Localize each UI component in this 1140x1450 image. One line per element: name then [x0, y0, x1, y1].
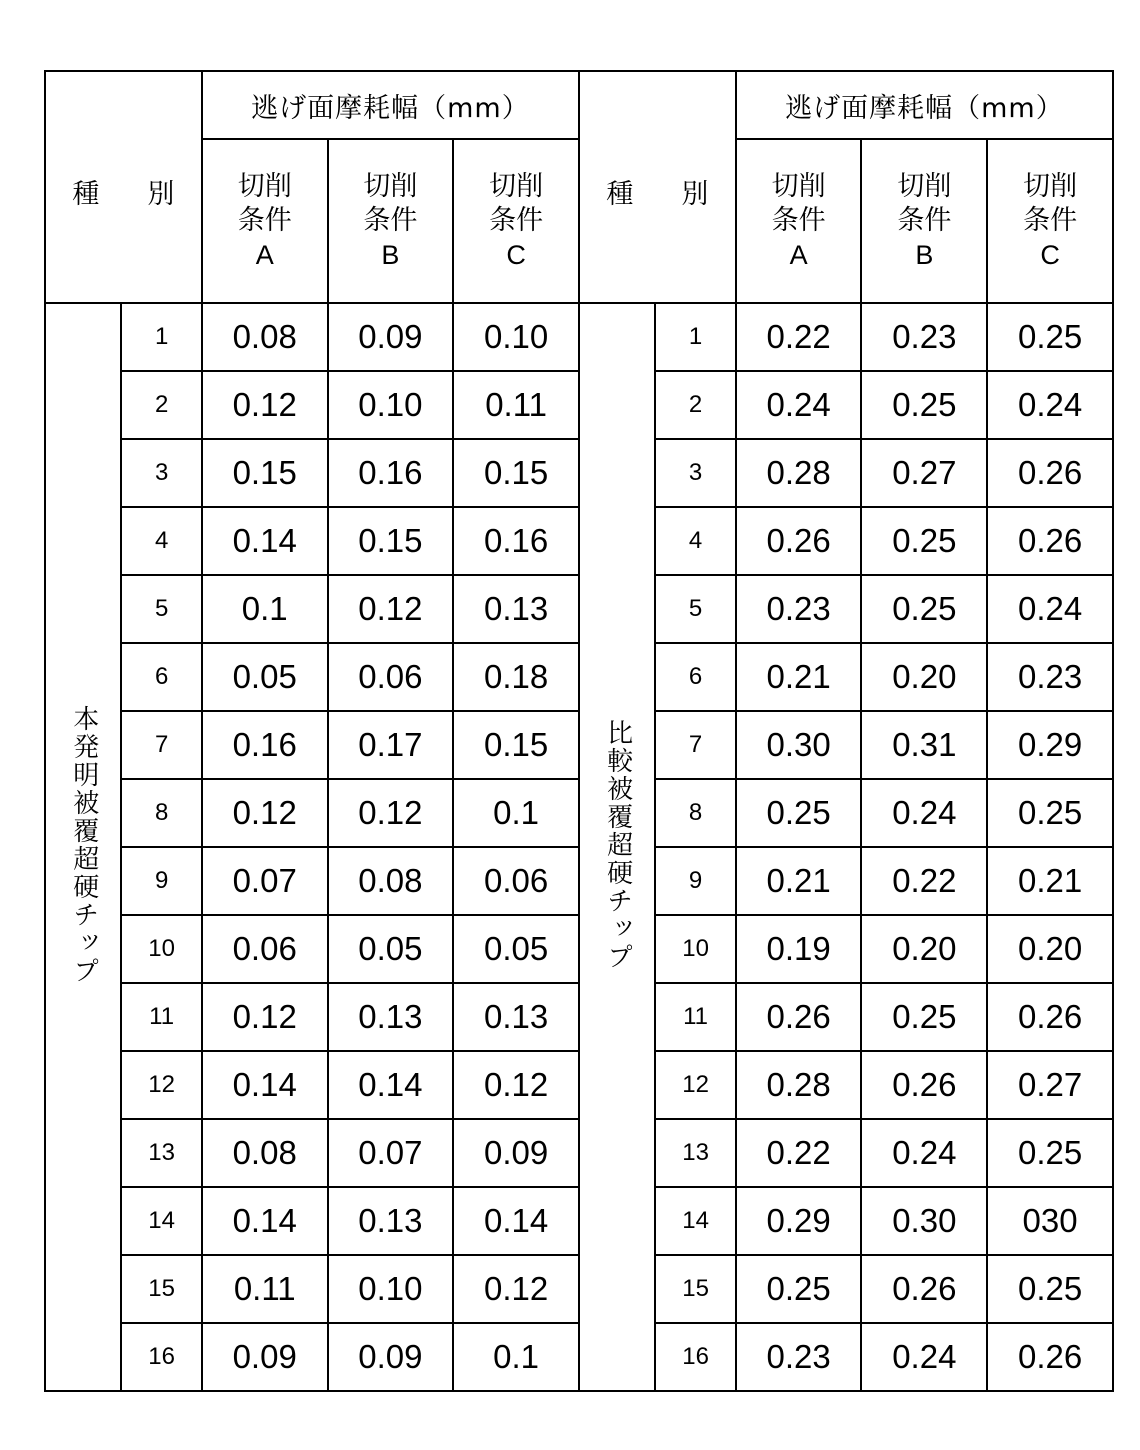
- wear-value-c: 0.23: [987, 643, 1113, 711]
- condition-label: 条件: [363, 205, 418, 236]
- wear-value-a: 0.05: [202, 643, 328, 711]
- condition-letter: A: [255, 240, 274, 270]
- kind-header-right: [579, 71, 736, 303]
- wear-value-a: 0.24: [736, 371, 862, 439]
- wear-value-a: 0.25: [736, 1255, 862, 1323]
- condition-label: 条件: [771, 205, 826, 236]
- wear-value-c: 0.25: [987, 1119, 1113, 1187]
- wear-value-b: 0.26: [861, 1255, 987, 1323]
- wear-value-b: 0.13: [328, 1187, 454, 1255]
- wear-value-c: 0.12: [453, 1255, 579, 1323]
- condition-label: 条件: [489, 205, 544, 236]
- wear-value-a: 0.1: [202, 575, 328, 643]
- condition-a-header-right: [736, 139, 862, 303]
- kind-header-left-char1: 種: [72, 179, 100, 210]
- group-label: 本発明被覆超硬チップ: [68, 705, 99, 985]
- wear-value-a: 0.28: [736, 1051, 862, 1119]
- wear-value-b: 0.15: [328, 507, 454, 575]
- wear-value-a: 0.26: [736, 983, 862, 1051]
- kind-header-right-char1: 種: [606, 179, 634, 210]
- wear-value-c: 0.11: [453, 371, 579, 439]
- wear-value-a: 0.22: [736, 303, 862, 371]
- wear-value-b: 0.31: [861, 711, 987, 779]
- kind-header-left-char2: 別: [147, 179, 175, 210]
- wear-value-c: 0.05: [453, 915, 579, 983]
- wear-value-c: 0.14: [453, 1187, 579, 1255]
- condition-c-header-right: [987, 139, 1113, 303]
- wear-value-c: 0.25: [987, 303, 1113, 371]
- wear-value-c: 0.1: [453, 1323, 579, 1391]
- row-number: 3: [121, 439, 201, 507]
- wear-value-c: 0.26: [987, 1323, 1113, 1391]
- wear-value-c: 0.26: [987, 439, 1113, 507]
- wear-value-b: 0.22: [861, 847, 987, 915]
- row-number: 5: [121, 575, 201, 643]
- row-number: 2: [121, 371, 201, 439]
- condition-label: 条件: [1023, 205, 1078, 236]
- wear-value-a: 0.12: [202, 983, 328, 1051]
- wear-value-c: 0.27: [987, 1051, 1113, 1119]
- row-number: 15: [655, 1255, 735, 1323]
- wear-value-c: 0.29: [987, 711, 1113, 779]
- row-number: 4: [121, 507, 201, 575]
- wear-value-a: 0.21: [736, 847, 862, 915]
- group-comparative-chips: [579, 303, 655, 1391]
- row-number: 16: [121, 1323, 201, 1391]
- condition-b-header-right: [861, 139, 987, 303]
- wear-value-b: 0.25: [861, 575, 987, 643]
- row-number: 15: [121, 1255, 201, 1323]
- wear-value-a: 0.26: [736, 507, 862, 575]
- condition-b-header-left: [328, 139, 454, 303]
- row-number: 11: [655, 983, 735, 1051]
- condition-letter: B: [381, 240, 400, 270]
- row-number: 6: [121, 643, 201, 711]
- wear-value-b: 0.20: [861, 643, 987, 711]
- condition-c-header-left: [453, 139, 579, 303]
- row-number: 12: [655, 1051, 735, 1119]
- row-number: 4: [655, 507, 735, 575]
- wear-value-b: 0.17: [328, 711, 454, 779]
- condition-label: 切削: [363, 171, 418, 202]
- wear-value-a: 0.30: [736, 711, 862, 779]
- condition-label: 切削: [771, 171, 826, 202]
- wear-value-c: 0.24: [987, 575, 1113, 643]
- group-invention-chips: [45, 303, 121, 1391]
- row-number: 7: [655, 711, 735, 779]
- row-number: 9: [121, 847, 201, 915]
- wear-value-c: 0.09: [453, 1119, 579, 1187]
- wear-value-c: 0.16: [453, 507, 579, 575]
- wear-value-b: 0.25: [861, 507, 987, 575]
- wear-value-a: 0.19: [736, 915, 862, 983]
- wear-value-b: 0.30: [861, 1187, 987, 1255]
- wear-value-c: 0.18: [453, 643, 579, 711]
- condition-label: 条件: [897, 205, 952, 236]
- wear-value-a: 0.28: [736, 439, 862, 507]
- group-label: 比較被覆超硬チップ: [602, 719, 633, 971]
- flank-wear-table: [44, 70, 1114, 1392]
- wear-value-b: 0.14: [328, 1051, 454, 1119]
- wear-value-c: 0.06: [453, 847, 579, 915]
- wear-value-c: 0.21: [987, 847, 1113, 915]
- wear-value-a: 0.21: [736, 643, 862, 711]
- row-number: 10: [655, 915, 735, 983]
- kind-header-left: [45, 71, 202, 303]
- wear-value-c: 0.13: [453, 575, 579, 643]
- row-number: 5: [655, 575, 735, 643]
- wear-value-b: 0.10: [328, 1255, 454, 1323]
- row-number: 16: [655, 1323, 735, 1391]
- wear-value-b: 0.24: [861, 1323, 987, 1391]
- wear-value-a: 0.11: [202, 1255, 328, 1323]
- wear-value-c: 0.10: [453, 303, 579, 371]
- wear-value-b: 0.05: [328, 915, 454, 983]
- wear-value-b: 0.07: [328, 1119, 454, 1187]
- wear-value-a: 0.22: [736, 1119, 862, 1187]
- wear-value-b: 0.09: [328, 303, 454, 371]
- row-number: 8: [121, 779, 201, 847]
- wear-value-c: 0.25: [987, 1255, 1113, 1323]
- wear-value-b: 0.06: [328, 643, 454, 711]
- condition-letter: C: [506, 240, 526, 270]
- wear-value-b: 0.24: [861, 1119, 987, 1187]
- row-number: 8: [655, 779, 735, 847]
- table-row: [45, 303, 1113, 371]
- wear-value-c: 0.13: [453, 983, 579, 1051]
- wear-value-b: 0.26: [861, 1051, 987, 1119]
- wear-value-a: 0.07: [202, 847, 328, 915]
- wear-value-a: 0.23: [736, 1323, 862, 1391]
- wear-value-c: 0.26: [987, 507, 1113, 575]
- wear-value-b: 0.12: [328, 575, 454, 643]
- wear-value-b: 0.20: [861, 915, 987, 983]
- row-number: 6: [655, 643, 735, 711]
- row-number: 13: [655, 1119, 735, 1187]
- wear-value-c: 0.1: [453, 779, 579, 847]
- wear-value-a: 0.06: [202, 915, 328, 983]
- wear-value-b: 0.08: [328, 847, 454, 915]
- condition-label: 切削: [237, 171, 292, 202]
- wear-value-b: 0.24: [861, 779, 987, 847]
- row-number: 2: [655, 371, 735, 439]
- condition-label: 切削: [489, 171, 544, 202]
- wear-value-b: 0.12: [328, 779, 454, 847]
- wear-value-a: 0.08: [202, 1119, 328, 1187]
- row-number: 3: [655, 439, 735, 507]
- wear-value-b: 0.16: [328, 439, 454, 507]
- wear-value-c: 0.15: [453, 711, 579, 779]
- row-number: 13: [121, 1119, 201, 1187]
- condition-a-header-left: [202, 139, 328, 303]
- wear-value-a: 0.23: [736, 575, 862, 643]
- wear-value-b: 0.27: [861, 439, 987, 507]
- condition-label: 切削: [1023, 171, 1078, 202]
- condition-label: 切削: [897, 171, 952, 202]
- condition-letter: A: [789, 240, 808, 270]
- row-number: 14: [121, 1187, 201, 1255]
- row-number: 12: [121, 1051, 201, 1119]
- measure-header-left: 逃げ面摩耗幅（mm）: [202, 71, 579, 139]
- wear-value-a: 0.14: [202, 1187, 328, 1255]
- wear-value-a: 0.29: [736, 1187, 862, 1255]
- wear-value-a: 0.09: [202, 1323, 328, 1391]
- wear-value-b: 0.25: [861, 371, 987, 439]
- wear-value-c: 0.12: [453, 1051, 579, 1119]
- wear-value-c: 0.25: [987, 779, 1113, 847]
- wear-value-a: 0.14: [202, 507, 328, 575]
- wear-value-b: 0.13: [328, 983, 454, 1051]
- row-number: 1: [655, 303, 735, 371]
- wear-value-a: 0.12: [202, 779, 328, 847]
- wear-value-a: 0.12: [202, 371, 328, 439]
- wear-value-c: 0.24: [987, 371, 1113, 439]
- wear-value-b: 0.25: [861, 983, 987, 1051]
- wear-value-a: 0.15: [202, 439, 328, 507]
- wear-value-a: 0.14: [202, 1051, 328, 1119]
- wear-value-b: 0.23: [861, 303, 987, 371]
- row-number: 14: [655, 1187, 735, 1255]
- wear-value-b: 0.09: [328, 1323, 454, 1391]
- row-number: 11: [121, 983, 201, 1051]
- condition-label: 条件: [237, 205, 292, 236]
- row-number: 7: [121, 711, 201, 779]
- header-row-1: [45, 71, 1113, 139]
- wear-value-c: 030: [987, 1187, 1113, 1255]
- wear-value-b: 0.10: [328, 371, 454, 439]
- wear-value-c: 0.20: [987, 915, 1113, 983]
- condition-letter: B: [915, 240, 934, 270]
- wear-table-page: [44, 70, 1114, 1392]
- wear-value-c: 0.15: [453, 439, 579, 507]
- wear-value-a: 0.08: [202, 303, 328, 371]
- wear-value-c: 0.26: [987, 983, 1113, 1051]
- row-number: 1: [121, 303, 201, 371]
- kind-header-right-char2: 別: [681, 179, 709, 210]
- measure-header-right: 逃げ面摩耗幅（mm）: [736, 71, 1113, 139]
- wear-value-a: 0.25: [736, 779, 862, 847]
- row-number: 9: [655, 847, 735, 915]
- condition-letter: C: [1040, 240, 1060, 270]
- wear-value-a: 0.16: [202, 711, 328, 779]
- row-number: 10: [121, 915, 201, 983]
